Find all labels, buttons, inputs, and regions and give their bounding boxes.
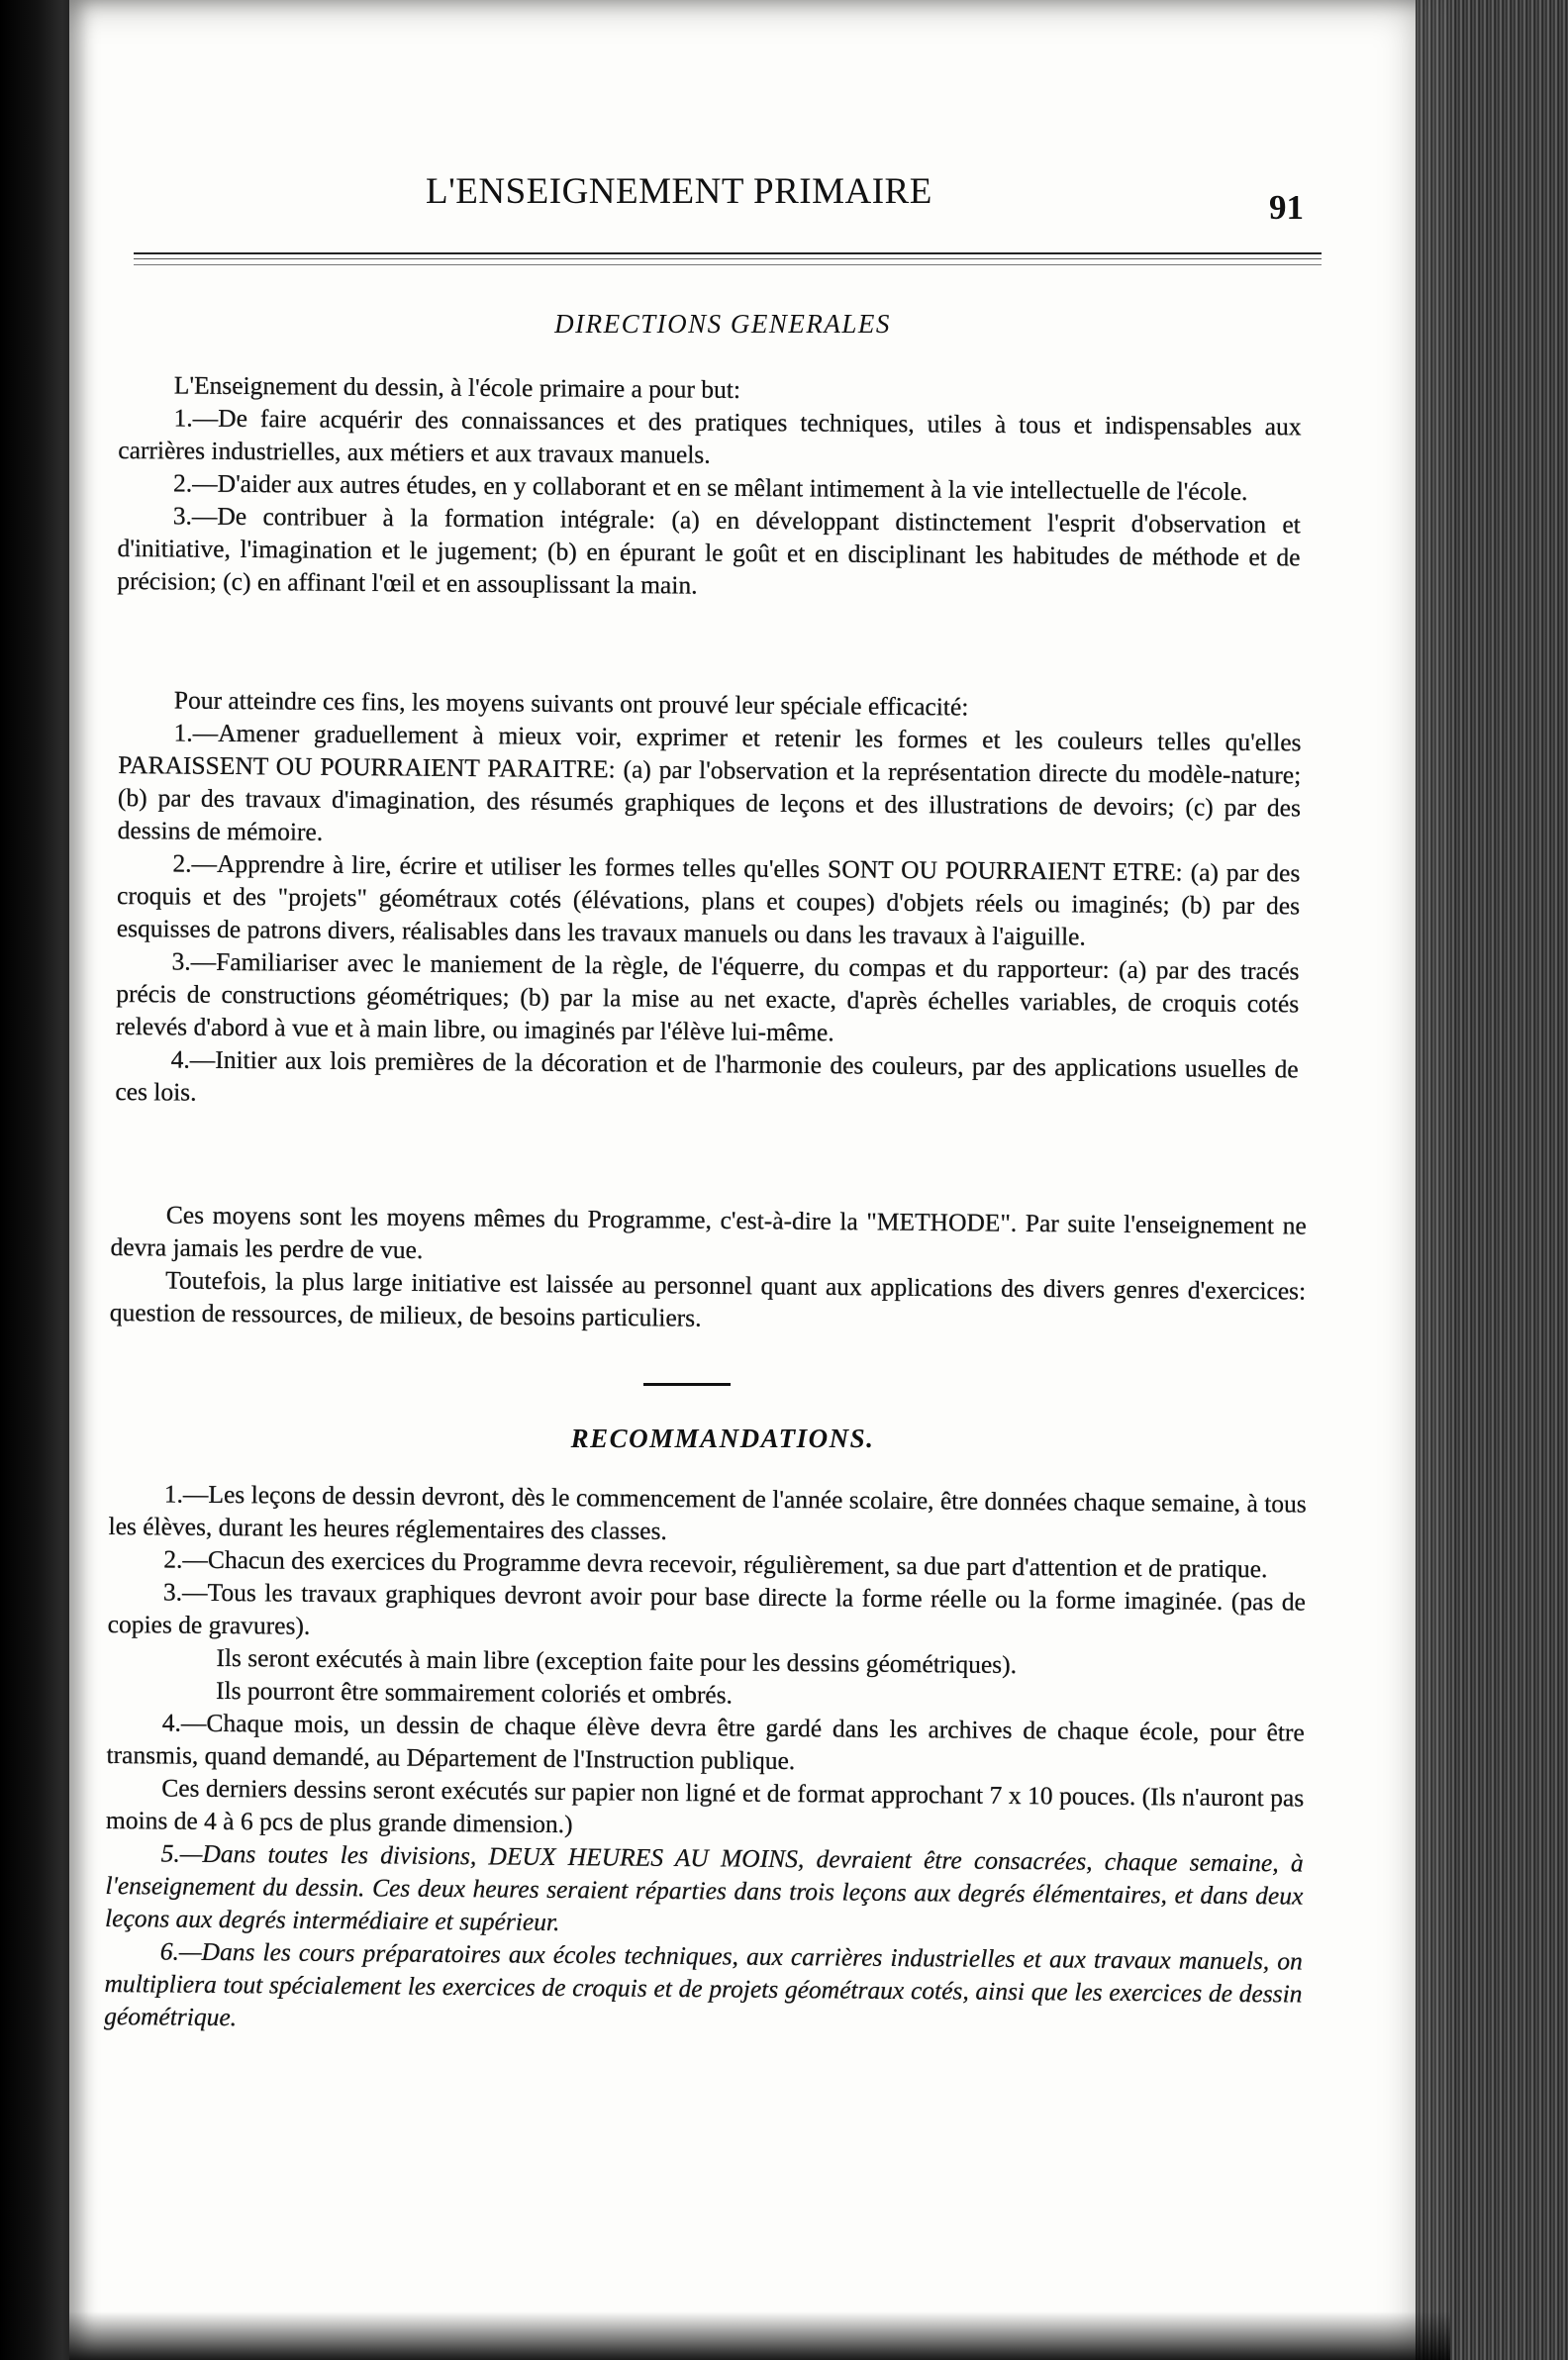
directions-section [117,368,1302,606]
directions-item-2: 2.—D'aider aux autres études, en y collaborant et en se mêlant intimement à la vie intellectuelle de l'école. [172,468,1248,506]
header-rule [134,258,1322,259]
page-bottom-shadow [69,2311,1450,2360]
directions-item-1: 1.—De faire acquérir des connaissances et des pratiques techniques, utiles à tous et indispensables aux carrières industrielles, aux métiers et aux travaux manuels. [118,403,1302,469]
recommandations-section [104,1477,1307,2043]
moyens-item-1: 1.—Amener graduellement à mieux voir, exprimer et retenir les formes et les couleurs telles qu'elles PARAISSENT OU POURRAIENT PARAITRE: (a) par l'observation et la représentation directe du modèle-nature; (b) par des travaux d'imagination, des résumés graphiques de leçons et des illustrations de devoirs; (c) par des dessins de mémoire. [117,718,1302,846]
moyens-item-4: 4.—Initier aux lois premières de la décoration et de l'harmonie des couleurs, par des applications usuelles de ces lois. [115,1044,1299,1107]
conclusion-paragraph-1: Ces moyens sont les moyens mêmes du Programme, c'est-à-dire la "METHODE". Par suite l'enseignement ne devra jamais les perdre de vue. [110,1200,1307,1265]
directions-item-3: 3.—De contribuer à la formation intégrale: (a) en développant distinctement l'esprit d'observation et d'initiative, l'imagination et le jugement; (b) en épurant le goût et en disciplinant les habitudes de méthode et de précision; (c) en affinant l'œil et en assouplissant la main. [117,501,1301,600]
conclusion-section [110,1198,1307,1340]
header-rule [134,252,1322,254]
running-title: L'ENSEIGNEMENT PRIMAIRE [426,171,932,212]
recommandation-item-4: 4.—Chaque mois, un dessin de chaque élève devra être gardé dans les archives de chaque école, pour être transmis, quand demandé, au Département de l'Instruction publique. [106,1708,1305,1776]
recommandation-item-3-sub-2: Ils pourront être sommairement coloriés et ombrés. [215,1675,734,1710]
moyens-item-2: 2.—Apprendre à lire, écrire et utiliser les formes telles qu'elles SONT OU POURRAIENT ETRE: (a) par des croquis et des "projets" géométraux cotés (élévations, plans et coupes) d'objets réels ou imaginés; (b) par des esquisses de patrons divers, réalisables dans les travaux manuels ou dans les travaux à l'aiguille. [116,848,1301,951]
directions-intro: L'Enseignement du dessin, à l'école primaire a pour but: [173,370,741,404]
page-number: 91 [1269,188,1304,227]
moyens-intro: Pour atteindre ces fins, les moyens suivants ont prouvé leur spéciale efficacité: [173,685,969,722]
conclusion-paragraph-2: Toutefois, la plus large initiative est laissée au personnel quant aux applications des divers genres d'exercices: question de ressources, de milieux, de besoins particuliers. [109,1265,1307,1332]
recommandation-item-4-sub: Ces derniers dessins seront exécutés sur papier non ligné et de format approchant 7 x 10 pouces. (Ils n'auront pas moins de 4 à 6 pcs de plus grande dimension.) [105,1773,1305,1839]
recommandation-item-3-sub-1: Ils seront exécutés à main libre (exception faite pour les dessins géométriques). [216,1642,1018,1680]
moyens-item-3: 3.—Familiariser avec le maniement de la règle, de l'équerre, du compas et du rapporteur: (a) par des tracés précis de constructions géométriques; (b) par la mise au net exacte, d'après échelles variables, de croquis cotés relevés d'abord à vue et à main libre, ou imaginés par l'élève lui-même. [115,946,1300,1047]
section-divider [643,1383,731,1386]
moyens-section [115,683,1302,1118]
recommandation-item-3: 3.—Tous les travaux graphiques devront avoir pour base directe la forme réelle ou la forme imaginée. (pas de copies de gravures). [107,1577,1307,1640]
section-heading-recommandations: RECOMMANDATIONS. [570,1424,875,1453]
header-rule [134,264,1322,265]
page-stack-edge [1416,0,1568,2360]
recommandation-item-2: 2.—Chacun des exercices du Programme devra recevoir, régulièrement, sa due part d'attention et de pratique. [163,1544,1268,1584]
recommandation-item-6: 6.—Dans les cours préparatoires aux écoles techniques, aux carrières industrielles et aux travaux manuels, on multipliera tout spécialement les exercices de croquis et de projets géométraux cotés, ainsi que les exercices de dessin géométrique. [104,1936,1303,2032]
recommandation-item-5: 5.—Dans toutes les divisions, DEUX HEURES AU MOINS, devraient être consacrées, chaque semaine, à l'enseignement du dessin. Ces deux heures seraient réparties dans trois leçons aux degrés élémentaires, et dans deux leçons aux degrés intermédiaire et supérieur. [104,1838,1304,1936]
section-heading-directions: DIRECTIONS GENERALES [554,309,891,339]
recommandation-item-1: 1.—Les leçons de dessin devront, dès le commencement de l'année scolaire, être données chaque semaine, à tous les élèves, durant les heures réglementaires des classes. [108,1479,1307,1545]
